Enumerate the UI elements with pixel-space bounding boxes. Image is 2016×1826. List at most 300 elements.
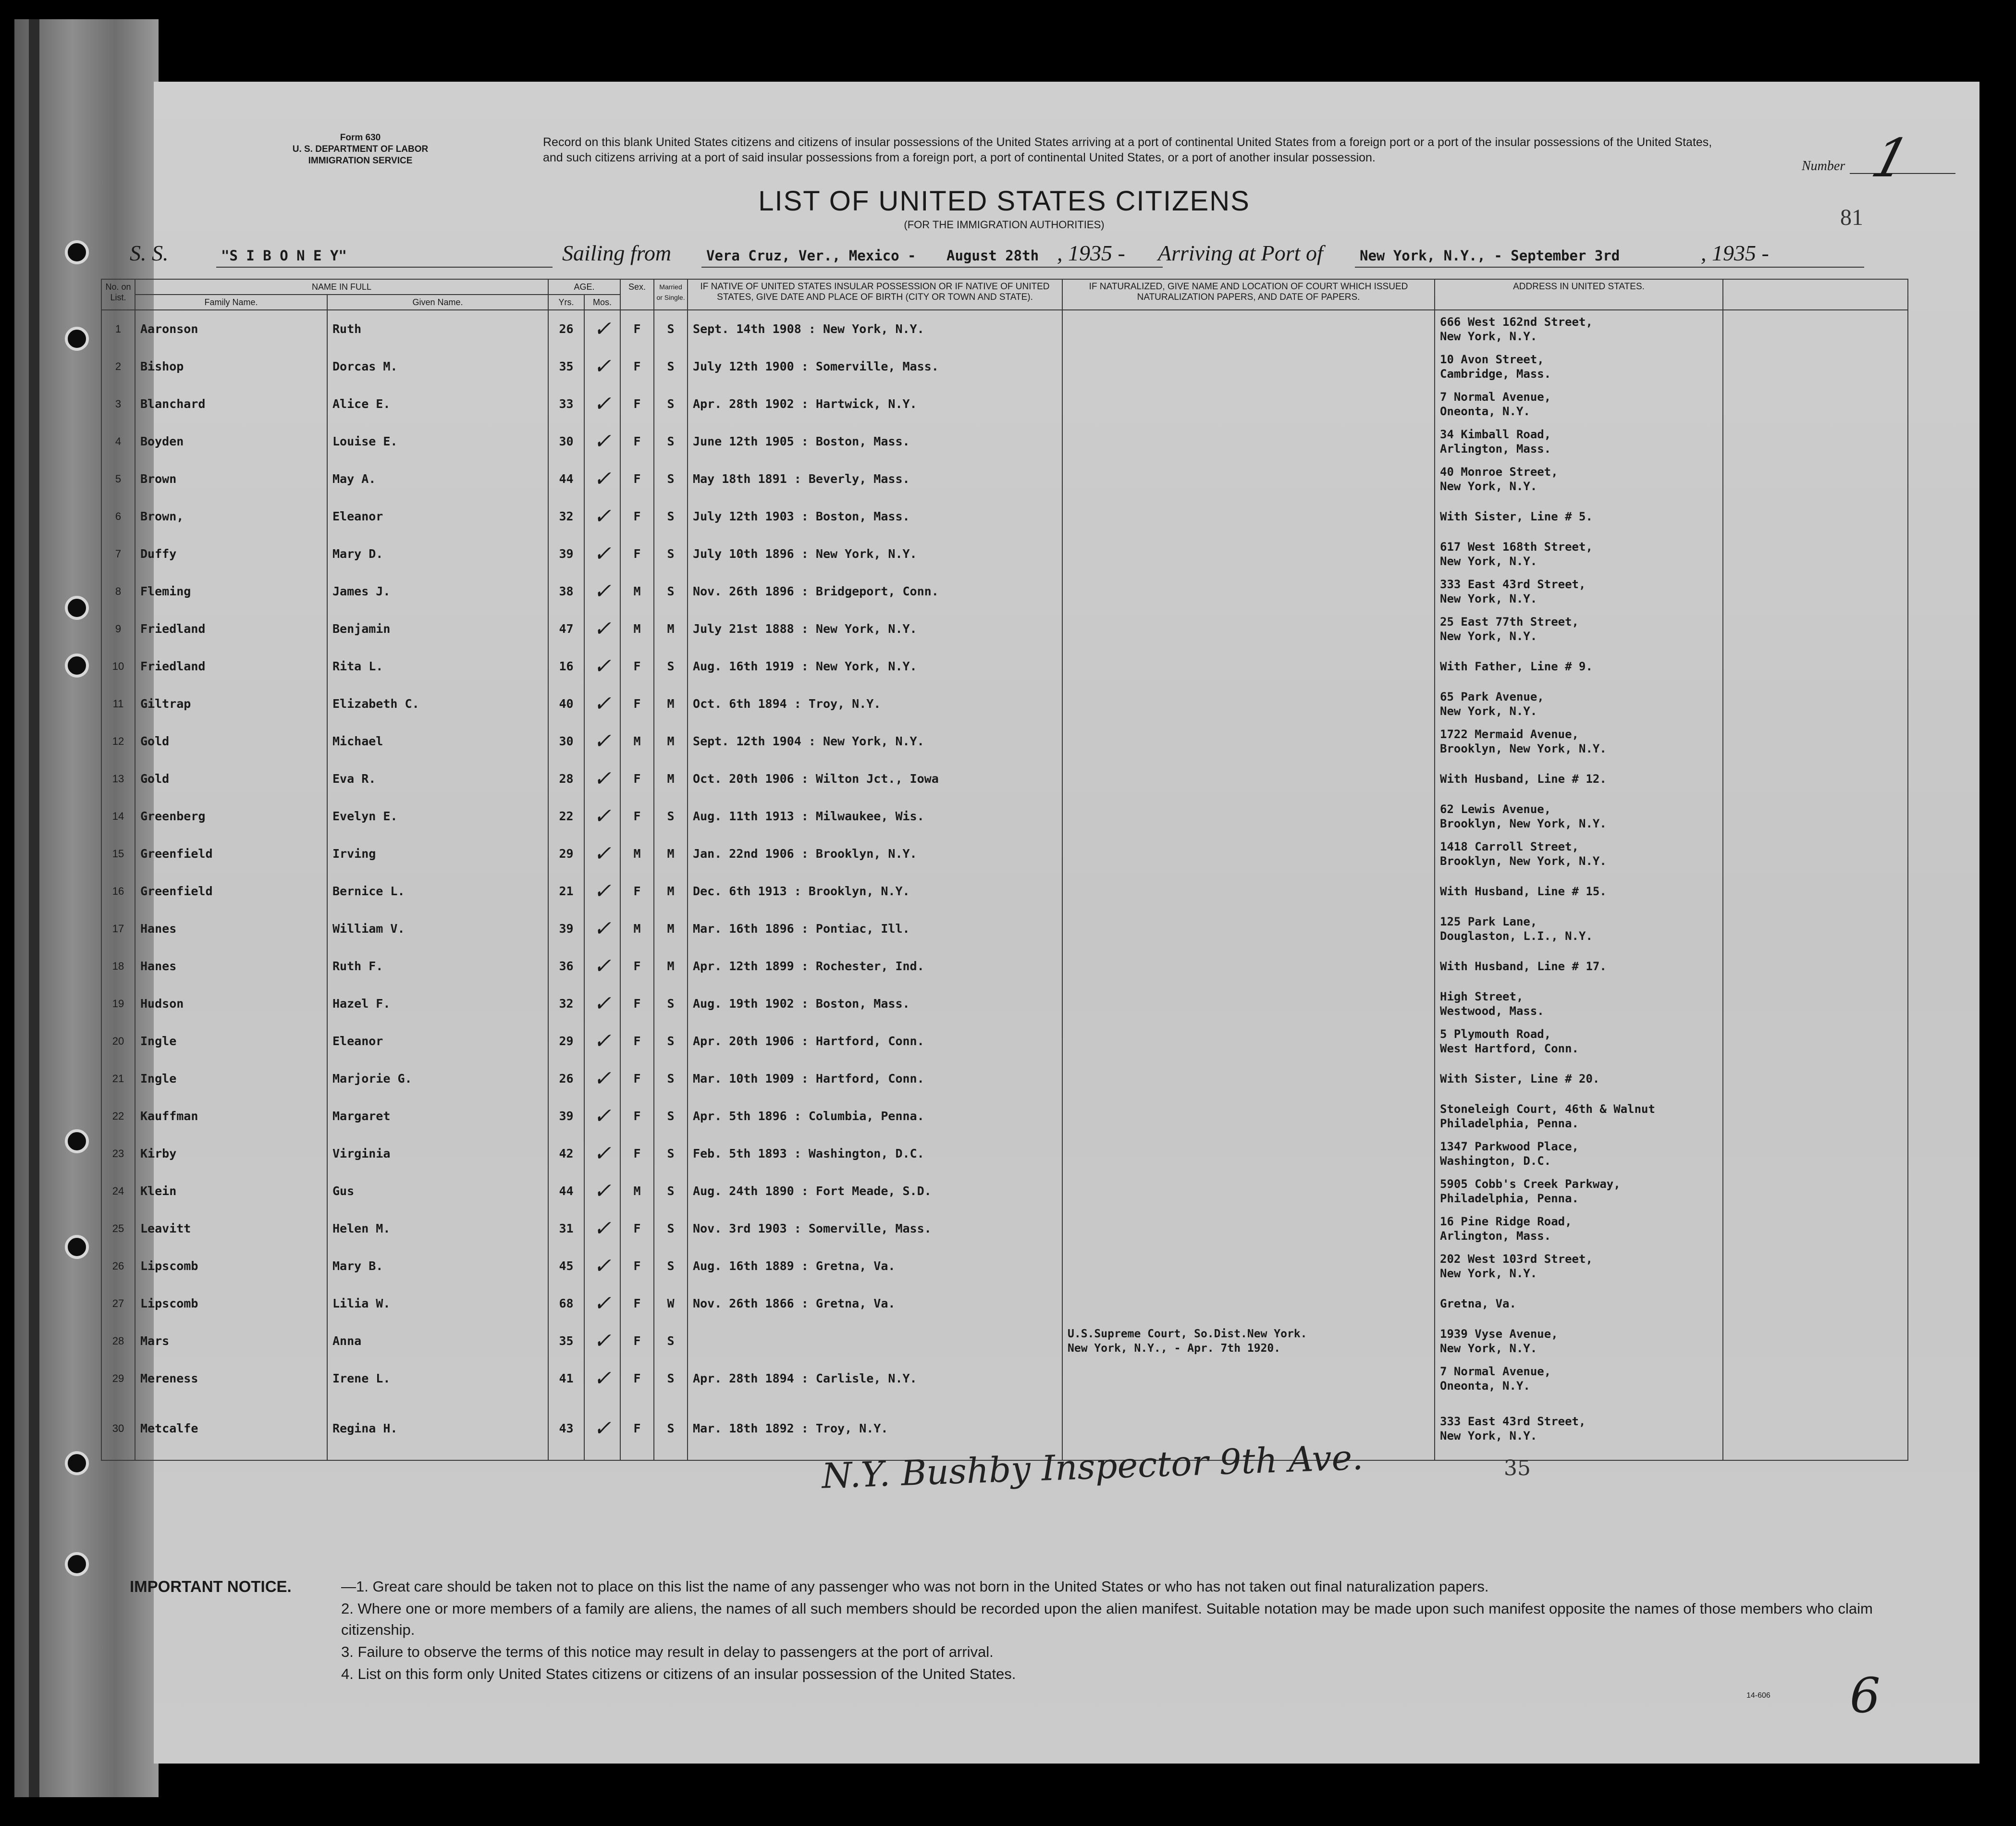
birth-info: Mar. 10th 1909 : Hartford, Conn.: [688, 1060, 1062, 1098]
family-name: Mars: [135, 1322, 327, 1360]
address: [1435, 573, 1723, 610]
row-number: 17: [101, 910, 135, 948]
given-name: May A.: [327, 460, 548, 498]
family-name: Brown,: [135, 498, 327, 535]
age-check: ✓: [584, 1322, 620, 1360]
age-years: 31: [548, 1210, 584, 1247]
binder-hole: [65, 596, 89, 620]
header-sex: Sex.: [620, 279, 654, 310]
header-name-in-full: NAME IN FULL: [135, 279, 548, 295]
address-line-1: 666 West 162nd Street,: [1440, 315, 1593, 329]
age-years: 39: [548, 535, 584, 573]
row-number: 30: [101, 1397, 135, 1460]
address-line-1: Stoneleigh Court, 46th & Walnut: [1440, 1102, 1655, 1116]
sex: F: [620, 423, 654, 460]
table-row: [101, 648, 1908, 685]
marital-status: S: [654, 573, 688, 610]
naturalization-info: [1062, 1322, 1435, 1360]
age-check: ✓: [584, 1397, 620, 1460]
address-line-1: 62 Lewis Avenue,: [1440, 802, 1551, 816]
address: [1435, 685, 1723, 723]
address-line-1: 65 Park Avenue,: [1440, 690, 1544, 703]
age-check: ✓: [584, 648, 620, 685]
family-name: Hanes: [135, 910, 327, 948]
naturalization-info: [1062, 1172, 1435, 1210]
sex: M: [620, 910, 654, 948]
given-name: Irving: [327, 835, 548, 873]
naturalization-info: [1062, 1210, 1435, 1247]
table-row: [101, 1060, 1908, 1098]
table-row: [101, 535, 1908, 573]
address-line-1: 617 West 168th Street,: [1440, 540, 1593, 554]
age-years: 39: [548, 910, 584, 948]
form-title: LIST OF UNITED STATES CITIZENS: [758, 185, 1250, 217]
address-line-2: Douglaston, L.I., N.Y.: [1440, 929, 1593, 943]
sex: F: [620, 985, 654, 1023]
number-value: 1: [1865, 127, 1916, 189]
blank-cell: [1723, 1210, 1908, 1247]
given-name: Virginia: [327, 1135, 548, 1172]
table-row: [101, 348, 1908, 385]
address-line-1: 333 East 43rd Street,: [1440, 1415, 1586, 1428]
address-line-2: Philadelphia, Penna.: [1440, 1192, 1579, 1205]
family-name: Kirby: [135, 1135, 327, 1172]
table-body: [101, 310, 1908, 1460]
blank-cell: [1723, 1060, 1908, 1098]
address: [1435, 1285, 1723, 1322]
address-line-2: Philadelphia, Penna.: [1440, 1117, 1579, 1130]
address: [1435, 423, 1723, 460]
blank-cell: [1723, 910, 1908, 948]
age-years: 41: [548, 1360, 584, 1397]
sex: M: [620, 573, 654, 610]
naturalization-info: [1062, 1247, 1435, 1285]
address-line-2: Oneonta, N.Y.: [1440, 405, 1530, 418]
age-check: ✓: [584, 348, 620, 385]
family-name: Duffy: [135, 535, 327, 573]
binder-hole: [65, 1235, 89, 1259]
table-row: [101, 948, 1908, 985]
birth-info: Nov. 3rd 1903 : Somerville, Mass.: [688, 1210, 1062, 1247]
given-name: Michael: [327, 723, 548, 760]
binder-hole: [65, 240, 89, 264]
age-years: 22: [548, 798, 584, 835]
family-name: Leavitt: [135, 1210, 327, 1247]
row-number: 8: [101, 573, 135, 610]
family-name: Friedland: [135, 648, 327, 685]
blank-cell: [1723, 985, 1908, 1023]
row-number: 20: [101, 1023, 135, 1060]
age-years: 16: [548, 648, 584, 685]
birth-info: Feb. 5th 1893 : Washington, D.C.: [688, 1135, 1062, 1172]
citizen-list-form: [101, 86, 1916, 1724]
address-line-1: 7 Normal Avenue,: [1440, 390, 1551, 404]
age-check: ✓: [584, 1210, 620, 1247]
service-name: IMMIGRATION SERVICE: [308, 156, 413, 166]
sex: F: [620, 1060, 654, 1098]
given-name: Benjamin: [327, 610, 548, 648]
sex: F: [620, 310, 654, 348]
marital-status: S: [654, 385, 688, 423]
given-name: Mary B.: [327, 1247, 548, 1285]
birth-info: Oct. 20th 1906 : Wilton Jct., Iowa: [688, 760, 1062, 798]
row-number: 7: [101, 535, 135, 573]
address-line-2: With Sister, Line # 20.: [1440, 1072, 1600, 1086]
birth-info: Apr. 5th 1896 : Columbia, Penna.: [688, 1098, 1062, 1135]
address: [1435, 723, 1723, 760]
row-number: 12: [101, 723, 135, 760]
table-row: [101, 685, 1908, 723]
header-no: No. on List.: [101, 279, 135, 310]
family-name: Hanes: [135, 948, 327, 985]
birth-info: Aug. 16th 1889 : Gretna, Va.: [688, 1247, 1062, 1285]
age-check: ✓: [584, 835, 620, 873]
given-name: Elizabeth C.: [327, 685, 548, 723]
family-name: Lipscomb: [135, 1285, 327, 1322]
row-number: 15: [101, 835, 135, 873]
address: [1435, 910, 1723, 948]
given-name: Eva R.: [327, 760, 548, 798]
address-line-2: New York, N.Y.: [1440, 1342, 1537, 1355]
birth-info: June 12th 1905 : Boston, Mass.: [688, 423, 1062, 460]
age-years: 42: [548, 1135, 584, 1172]
marital-status: M: [654, 948, 688, 985]
row-number: 9: [101, 610, 135, 648]
row-number: 3: [101, 385, 135, 423]
table-row: [101, 498, 1908, 535]
family-name: Ingle: [135, 1060, 327, 1098]
table-row: [101, 1023, 1908, 1060]
age-check: ✓: [584, 1285, 620, 1322]
sex: F: [620, 1210, 654, 1247]
address-line-2: New York, N.Y.: [1440, 592, 1537, 605]
birth-info: [688, 1322, 1062, 1360]
family-name: Greenfield: [135, 835, 327, 873]
blank-cell: [1723, 1285, 1908, 1322]
address: [1435, 498, 1723, 535]
address-line-1: 1722 Mermaid Avenue,: [1440, 728, 1579, 741]
header-birth: IF NATIVE OF UNITED STATES INSULAR POSSESSION OR IF NATIVE OF UNITED STATES, GIVE DATE AND PLACE OF BIRTH (CITY OR TOWN AND STATE).: [688, 279, 1062, 310]
binder-hole: [65, 654, 89, 678]
naturalization-info: [1062, 648, 1435, 685]
birth-info: Oct. 6th 1894 : Troy, N.Y.: [688, 685, 1062, 723]
naturalization-info: [1062, 1285, 1435, 1322]
address-line-1: 125 Park Lane,: [1440, 915, 1537, 928]
address-line-2: With Husband, Line # 15.: [1440, 885, 1607, 898]
address-line-1: High Street,: [1440, 990, 1524, 1003]
given-name: Mary D.: [327, 535, 548, 573]
blank-cell: [1723, 385, 1908, 423]
age-years: 29: [548, 1023, 584, 1060]
age-check: ✓: [584, 1098, 620, 1135]
table-row: [101, 310, 1908, 348]
address-line-2: With Husband, Line # 17.: [1440, 960, 1607, 973]
age-check: ✓: [584, 423, 620, 460]
row-number: 24: [101, 1172, 135, 1210]
age-years: 43: [548, 1397, 584, 1460]
age-check: ✓: [584, 535, 620, 573]
blank-cell: [1723, 1135, 1908, 1172]
marital-status: S: [654, 498, 688, 535]
row-number: 11: [101, 685, 135, 723]
notice-item: 2. Where one or more members of a family are aliens, the names of all such members should be recorded upon the alien manifest. Suitable notation may be made upon such manifest opposite the names of those members who claim citizenship.: [341, 1600, 1873, 1638]
header-married: Married or Single.: [654, 279, 688, 310]
birth-info: Mar. 18th 1892 : Troy, N.Y.: [688, 1397, 1062, 1460]
birth-info: July 12th 1903 : Boston, Mass.: [688, 498, 1062, 535]
address: [1435, 310, 1723, 348]
marital-status: M: [654, 723, 688, 760]
age-years: 30: [548, 723, 584, 760]
port-to-underline: [1355, 267, 1864, 268]
blank-cell: [1723, 1360, 1908, 1397]
age-check: ✓: [584, 985, 620, 1023]
age-years: 32: [548, 498, 584, 535]
notice-label-text: IMPORTANT NOTICE.: [130, 1578, 292, 1595]
naturalization-info: [1062, 423, 1435, 460]
age-years: 26: [548, 1060, 584, 1098]
birth-info: Nov. 26th 1866 : Gretna, Va.: [688, 1285, 1062, 1322]
family-name: Greenfield: [135, 873, 327, 910]
marital-status: S: [654, 1135, 688, 1172]
address-line-1: 1939 Vyse Avenue,: [1440, 1327, 1558, 1341]
naturalization-info: [1062, 1360, 1435, 1397]
address: [1435, 610, 1723, 648]
sex: F: [620, 1397, 654, 1460]
address-line-2: New York, N.Y.: [1440, 330, 1537, 343]
naturalization-info: [1062, 835, 1435, 873]
binder-hole: [65, 1451, 89, 1475]
marital-status: S: [654, 798, 688, 835]
binder-hole: [65, 327, 89, 351]
marital-status: S: [654, 648, 688, 685]
blank-cell: [1723, 610, 1908, 648]
header-family-name: Family Name.: [135, 295, 327, 310]
notice-item: —1. Great care should be taken not to place on this list the name of any passenger who was not born in the United States or who has not taken out final naturalization papers.: [341, 1578, 1489, 1595]
naturalization-info: [1062, 910, 1435, 948]
form-subtitle: (FOR THE IMMIGRATION AUTHORITIES): [904, 219, 1105, 231]
blank-cell: [1723, 1172, 1908, 1210]
sex: F: [620, 948, 654, 985]
marital-status: M: [654, 610, 688, 648]
sex: M: [620, 1172, 654, 1210]
address-line-1: 25 East 77th Street,: [1440, 615, 1579, 629]
age-check: ✓: [584, 498, 620, 535]
table-row: [101, 423, 1908, 460]
birth-info: Nov. 26th 1896 : Bridgeport, Conn.: [688, 573, 1062, 610]
marital-status: S: [654, 1210, 688, 1247]
family-name: Friedland: [135, 610, 327, 648]
naturalization-info: [1062, 610, 1435, 648]
address: [1435, 1060, 1723, 1098]
age-years: 35: [548, 348, 584, 385]
age-years: 68: [548, 1285, 584, 1322]
naturalization-info: [1062, 760, 1435, 798]
address: [1435, 873, 1723, 910]
given-name: Helen M.: [327, 1210, 548, 1247]
row-number: 16: [101, 873, 135, 910]
address: [1435, 948, 1723, 985]
marital-status: S: [654, 1247, 688, 1285]
given-name: Eleanor: [327, 498, 548, 535]
age-check: ✓: [584, 1360, 620, 1397]
sex: F: [620, 1360, 654, 1397]
birth-info: Dec. 6th 1913 : Brooklyn, N.Y.: [688, 873, 1062, 910]
address-line-2: New York, N.Y.: [1440, 1267, 1537, 1280]
row-number: 10: [101, 648, 135, 685]
sex: F: [620, 348, 654, 385]
corner-mark: 6: [1850, 1667, 1881, 1724]
address: [1435, 1023, 1723, 1060]
table-row: [101, 1098, 1908, 1135]
row-number: 29: [101, 1360, 135, 1397]
address: [1435, 460, 1723, 498]
binder-edge: [29, 19, 39, 1797]
family-name: Hudson: [135, 985, 327, 1023]
given-name: Lilia W.: [327, 1285, 548, 1322]
port-from-underline: [701, 267, 1163, 268]
sex: F: [620, 648, 654, 685]
given-name: Regina H.: [327, 1397, 548, 1460]
birth-info: Mar. 16th 1896 : Pontiac, Ill.: [688, 910, 1062, 948]
sex: F: [620, 798, 654, 835]
family-name: Lipscomb: [135, 1247, 327, 1285]
address-line-2: With Sister, Line # 5.: [1440, 510, 1593, 523]
row-number: 6: [101, 498, 135, 535]
family-name: Boyden: [135, 423, 327, 460]
header-age: AGE.: [548, 279, 620, 295]
row-number: 23: [101, 1135, 135, 1172]
sex: F: [620, 1285, 654, 1322]
marital-status: S: [654, 1360, 688, 1397]
age-years: 40: [548, 685, 584, 723]
birth-info: Apr. 28th 1902 : Hartwick, N.Y.: [688, 385, 1062, 423]
sex: F: [620, 1098, 654, 1135]
family-name: Bishop: [135, 348, 327, 385]
marital-status: S: [654, 310, 688, 348]
address: [1435, 1360, 1723, 1397]
marital-status: S: [654, 423, 688, 460]
given-name: Rita L.: [327, 648, 548, 685]
birth-info: July 21st 1888 : New York, N.Y.: [688, 610, 1062, 648]
naturalization-info: [1062, 348, 1435, 385]
address-line-1: 10 Avon Street,: [1440, 353, 1544, 366]
ss-label: S. S.: [130, 241, 169, 265]
port-to: New York, N.Y., - September 3rd: [1360, 247, 1620, 264]
birth-info: Jan. 22nd 1906 : Brooklyn, N.Y.: [688, 835, 1062, 873]
row-number: 14: [101, 798, 135, 835]
age-check: ✓: [584, 385, 620, 423]
header-yrs: Yrs.: [548, 295, 584, 310]
number-label: Number: [1802, 159, 1845, 173]
sex: F: [620, 1023, 654, 1060]
address: [1435, 985, 1723, 1023]
header-naturalized: IF NATURALIZED, GIVE NAME AND LOCATION OF COURT WHICH ISSUED NATURALIZATION PAPERS, AND DATE OF PAPERS.: [1062, 279, 1435, 310]
sex: M: [620, 723, 654, 760]
address-line-2: Brooklyn, New York, N.Y.: [1440, 742, 1607, 755]
table-row: [101, 1210, 1908, 1247]
ship-underline: [216, 267, 553, 268]
table-row: [101, 573, 1908, 610]
family-name: Mereness: [135, 1360, 327, 1397]
age-years: 30: [548, 423, 584, 460]
given-name: James J.: [327, 573, 548, 610]
address: [1435, 1172, 1723, 1210]
blank-cell: [1723, 798, 1908, 835]
naturalization-info: [1062, 385, 1435, 423]
sex: F: [620, 460, 654, 498]
family-name: Blanchard: [135, 385, 327, 423]
given-name: Margaret: [327, 1098, 548, 1135]
address-line-2: Brooklyn, New York, N.Y.: [1440, 854, 1607, 868]
age-check: ✓: [584, 460, 620, 498]
table-row: [101, 1172, 1908, 1210]
row-number: 26: [101, 1247, 135, 1285]
naturalization-info: [1062, 723, 1435, 760]
given-name: William V.: [327, 910, 548, 948]
address: [1435, 760, 1723, 798]
naturalization-info: [1062, 798, 1435, 835]
table-row: [101, 460, 1908, 498]
table-row: [101, 1322, 1908, 1360]
birth-info: May 18th 1891 : Beverly, Mass.: [688, 460, 1062, 498]
sex: F: [620, 1247, 654, 1285]
marital-status: S: [654, 348, 688, 385]
blank-cell: [1723, 348, 1908, 385]
address-line-2: Cambridge, Mass.: [1440, 367, 1551, 381]
age-check: ✓: [584, 573, 620, 610]
birth-info: Apr. 20th 1906 : Hartford, Conn.: [688, 1023, 1062, 1060]
address-line-2: Brooklyn, New York, N.Y.: [1440, 817, 1607, 830]
row-number: 25: [101, 1210, 135, 1247]
blank-cell: [1723, 835, 1908, 873]
marital-status: S: [654, 1098, 688, 1135]
year-from: , 1935 -: [1057, 241, 1125, 265]
birth-info: July 12th 1900 : Somerville, Mass.: [688, 348, 1062, 385]
table-row: [101, 1360, 1908, 1397]
given-name: Ruth F.: [327, 948, 548, 985]
address-line-2: Gretna, Va.: [1440, 1297, 1516, 1310]
table-row: [101, 1247, 1908, 1285]
row-number: 18: [101, 948, 135, 985]
address: [1435, 535, 1723, 573]
naturalization-info: [1062, 460, 1435, 498]
address: [1435, 798, 1723, 835]
sex: M: [620, 835, 654, 873]
blank-cell: [1723, 460, 1908, 498]
notice-item: 3. Failure to observe the terms of this notice may result in delay to passengers at the port of arrival.: [341, 1643, 994, 1660]
blank-cell: [1723, 498, 1908, 535]
family-name: Gold: [135, 723, 327, 760]
row-number: 22: [101, 1098, 135, 1135]
age-years: 36: [548, 948, 584, 985]
address-line-2: New York, N.Y.: [1440, 629, 1537, 643]
address: [1435, 1322, 1723, 1360]
age-years: 38: [548, 573, 584, 610]
sailing-label: Sailing from: [562, 241, 672, 265]
birth-info: Sept. 14th 1908 : New York, N.Y.: [688, 310, 1062, 348]
address-line-2: With Husband, Line # 12.: [1440, 772, 1607, 786]
sex: M: [620, 610, 654, 648]
family-name: Metcalfe: [135, 1397, 327, 1460]
blank-cell: [1723, 723, 1908, 760]
birth-info: Aug. 11th 1913 : Milwaukee, Wis.: [688, 798, 1062, 835]
address: [1435, 385, 1723, 423]
address-line-2: Arlington, Mass.: [1440, 1229, 1551, 1243]
given-name: Alice E.: [327, 385, 548, 423]
table-row: [101, 610, 1908, 648]
family-name: Ingle: [135, 1023, 327, 1060]
blank-cell: [1723, 685, 1908, 723]
